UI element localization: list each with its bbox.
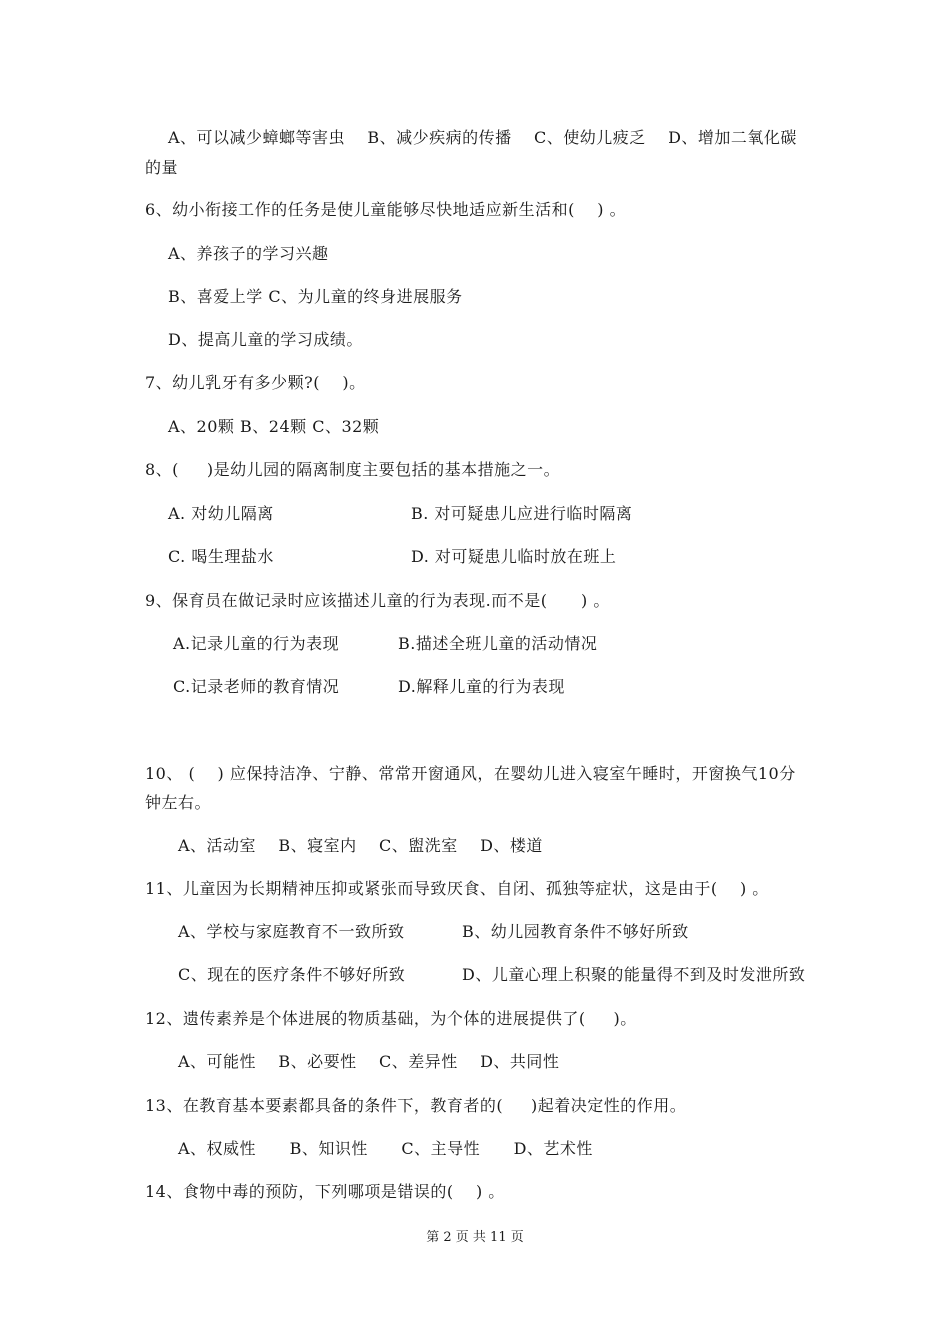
q13-options: A、权威性 B、知识性 C、主导性 D、艺术性 — [178, 1139, 593, 1158]
q10-stem-line2: 钟左右。 — [145, 793, 212, 812]
q6-stem: 6、幼小衔接工作的任务是使儿童能够尽快地适应新生活和( ) 。 — [145, 200, 627, 219]
q9-option-d: D.解释儿童的行为表现 — [398, 677, 565, 696]
q7-options: A、20颗 B、24颗 C、32颗 — [168, 417, 380, 436]
q7-stem: 7、幼儿乳牙有多少颗?( )。 — [145, 373, 366, 392]
q6-option-d: D、提高儿童的学习成绩。 — [168, 330, 363, 349]
q9-stem: 9、保育员在做记录时应该描述儿童的行为表现.而不是( ) 。 — [145, 591, 610, 610]
q9-option-b: B.描述全班儿童的活动情况 — [398, 634, 598, 653]
q9-option-a: A.记录儿童的行为表现 — [173, 634, 340, 653]
q10-stem-line1: 10、 ( ) 应保持洁净、宁静、常常开窗通风，在婴幼儿进入寝室午睡时，开窗换气10分 — [145, 764, 796, 783]
q8-option-b: B. 对可疑患儿应进行临时隔离 — [411, 504, 633, 523]
q8-option-c: C. 喝生理盐水 — [168, 547, 274, 566]
q8-stem: 8、( )是幼儿园的隔离制度主要包括的基本措施之一。 — [145, 460, 561, 479]
q6-option-a: A、养孩子的学习兴趣 — [168, 244, 329, 263]
page-footer: 第 2 页 共 11 页 — [426, 1230, 524, 1245]
q11-option-c: C、现在的医疗条件不够好所致 — [178, 965, 406, 984]
q6-option-bc: B、喜爱上学 C、为儿童的终身进展服务 — [168, 287, 463, 306]
q11-option-a: A、学校与家庭教育不一致所致 — [178, 922, 405, 941]
q11-stem: 11、儿童因为长期精神压抑或紧张而导致厌食、自闭、孤独等症状，这是由于( ) 。 — [145, 879, 769, 898]
q11-option-b: B、幼儿园教育条件不够好所致 — [462, 922, 689, 941]
q9-option-c: C.记录老师的教育情况 — [173, 677, 340, 696]
q10-options: A、活动室 B、寝室内 C、盥洗室 D、楼道 — [178, 836, 543, 855]
q8-option-a: A. 对幼儿隔离 — [168, 504, 274, 523]
q5-options-line2: 的量 — [145, 158, 179, 177]
q14-stem: 14、食物中毒的预防，下列哪项是错误的( ) 。 — [145, 1182, 505, 1201]
q5-options-line1: A、可以减少蟑螂等害虫 B、减少疾病的传播 C、使幼儿疲乏 D、增加二氧化碳 — [168, 128, 797, 147]
q12-options: A、可能性 B、必要性 C、差异性 D、共同性 — [178, 1052, 560, 1071]
q8-option-d: D. 对可疑患儿临时放在班上 — [411, 547, 617, 566]
q12-stem: 12、遗传素养是个体进展的物质基础，为个体的进展提供了( )。 — [145, 1009, 637, 1028]
q11-option-d: D、儿童心理上积聚的能量得不到及时发泄所致 — [462, 965, 806, 984]
q13-stem: 13、在教育基本要素都具备的条件下，教育者的( )起着决定性的作用。 — [145, 1096, 687, 1115]
